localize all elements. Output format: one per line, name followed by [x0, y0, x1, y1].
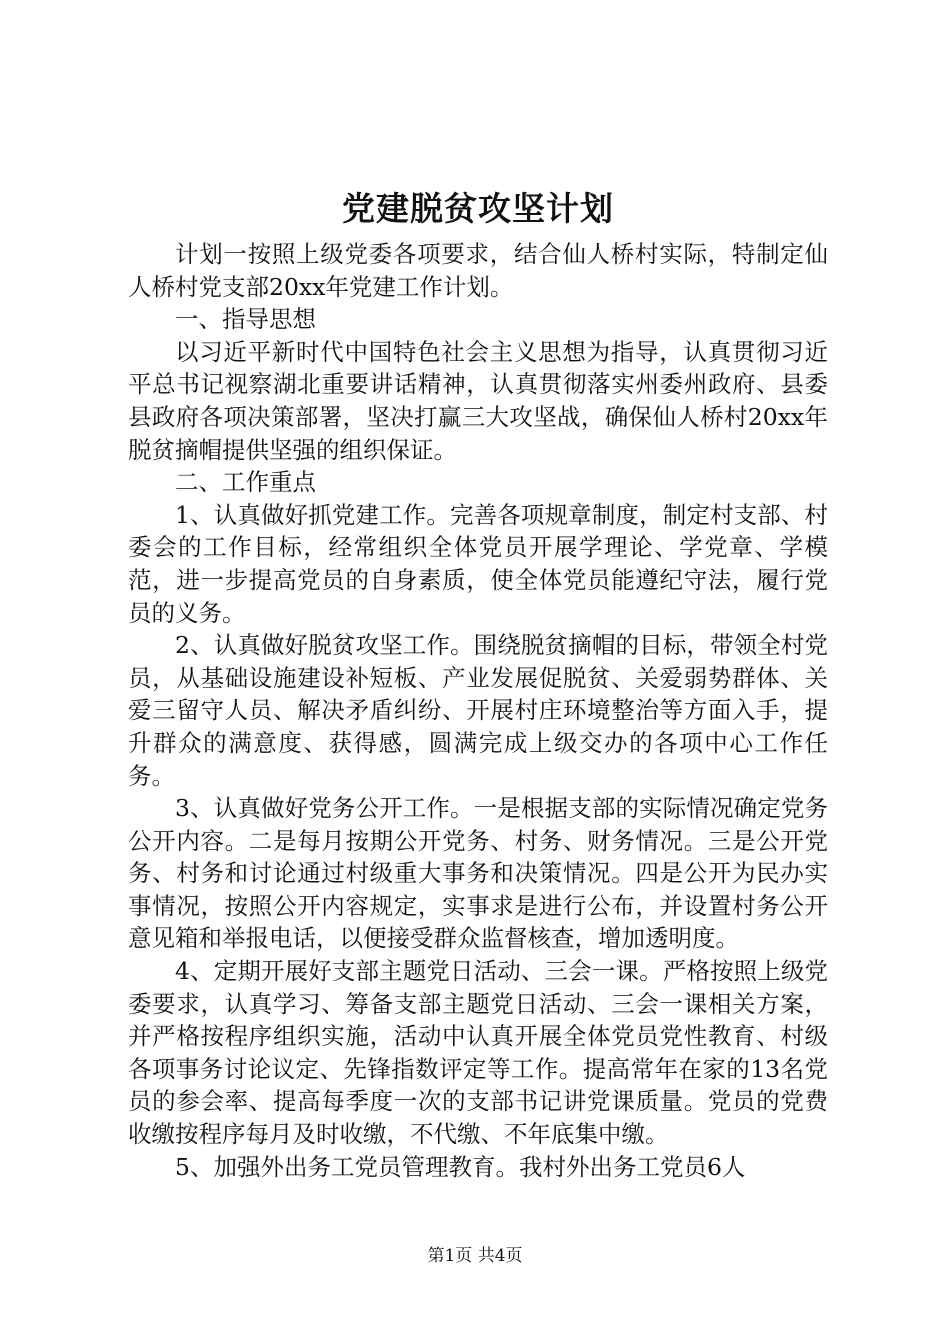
work-item-1-paragraph: 1、认真做好抓党建工作。完善各项规章制度，制定村支部、村委会的工作目标，经常组织全体党员开展学理论、学党章、学模范，进一步提高党员的自身素质，使全体党员能遵纪守法，履行党员的义务。 — [128, 500, 828, 627]
section-heading-guiding-ideology: 一、指导思想 — [175, 305, 316, 334]
guiding-ideology-paragraph: 以习近平新时代中国特色社会主义思想为指导，认真贯彻习近平总书记视察湖北重要讲话精神，认真贯彻落实州委州政府、县委县政府各项决策部署，坚决打赢三大攻坚战，确保仙人桥村20xx年脱贫摘帽提供坚强的组织保证。 — [128, 337, 828, 464]
work-item-5-paragraph: 5、加强外出务工党员管理教育。我村外出务工党员6人 — [175, 1152, 746, 1181]
page-number-footer: 第1页 共4页 — [427, 1246, 523, 1266]
work-item-2-paragraph: 2、认真做好脱贫攻坚工作。围绕脱贫摘帽的目标，带领全村党员，从基础设施建设补短板、产业发展促脱贫、关爱弱势群体、关爱三留守人员、解决矛盾纠纷、开展村庄环境整治等方面入手，提升群众的满意度、获得感，圆满完成上级交办的各项中心工作任务。 — [128, 631, 828, 790]
document-body — [128, 186, 828, 1183]
section-heading-work-focus: 二、工作重点 — [175, 468, 316, 497]
work-item-3-paragraph: 3、认真做好党务公开工作。一是根据支部的实际情况确定党务公开内容。二是每月按期公开党务、村务、财务情况。三是公开党务、村务和讨论通过村级重大事务和决策情况。四是公开为民办实事情况，按照公开内容规定，实事求是进行公布，并设置村务公开意见箱和举报电话，以便接受群众监督核查，增加透明度。 — [128, 794, 828, 953]
document-title: 党建脱贫攻坚计划 — [342, 189, 614, 228]
intro-paragraph: 计划一按照上级党委各项要求，结合仙人桥村实际，特制定仙人桥村党支部20xx年党建工作计划。 — [128, 240, 828, 301]
work-item-4-paragraph: 4、定期开展好支部主题党日活动、三会一课。严格按照上级党委要求，认真学习、筹备支部主题党日活动、三会一课相关方案，并严格按程序组织实施，活动中认真开展全体党员党性教育、村级各项事务讨论议定、先锋指数评定等工作。提高常年在家的13名党员的参会率、提高每季度一次的支部书记讲党课质量。党员的党费收缴按程序每月及时收缴，不代缴、不年底集中缴。 — [128, 957, 828, 1149]
